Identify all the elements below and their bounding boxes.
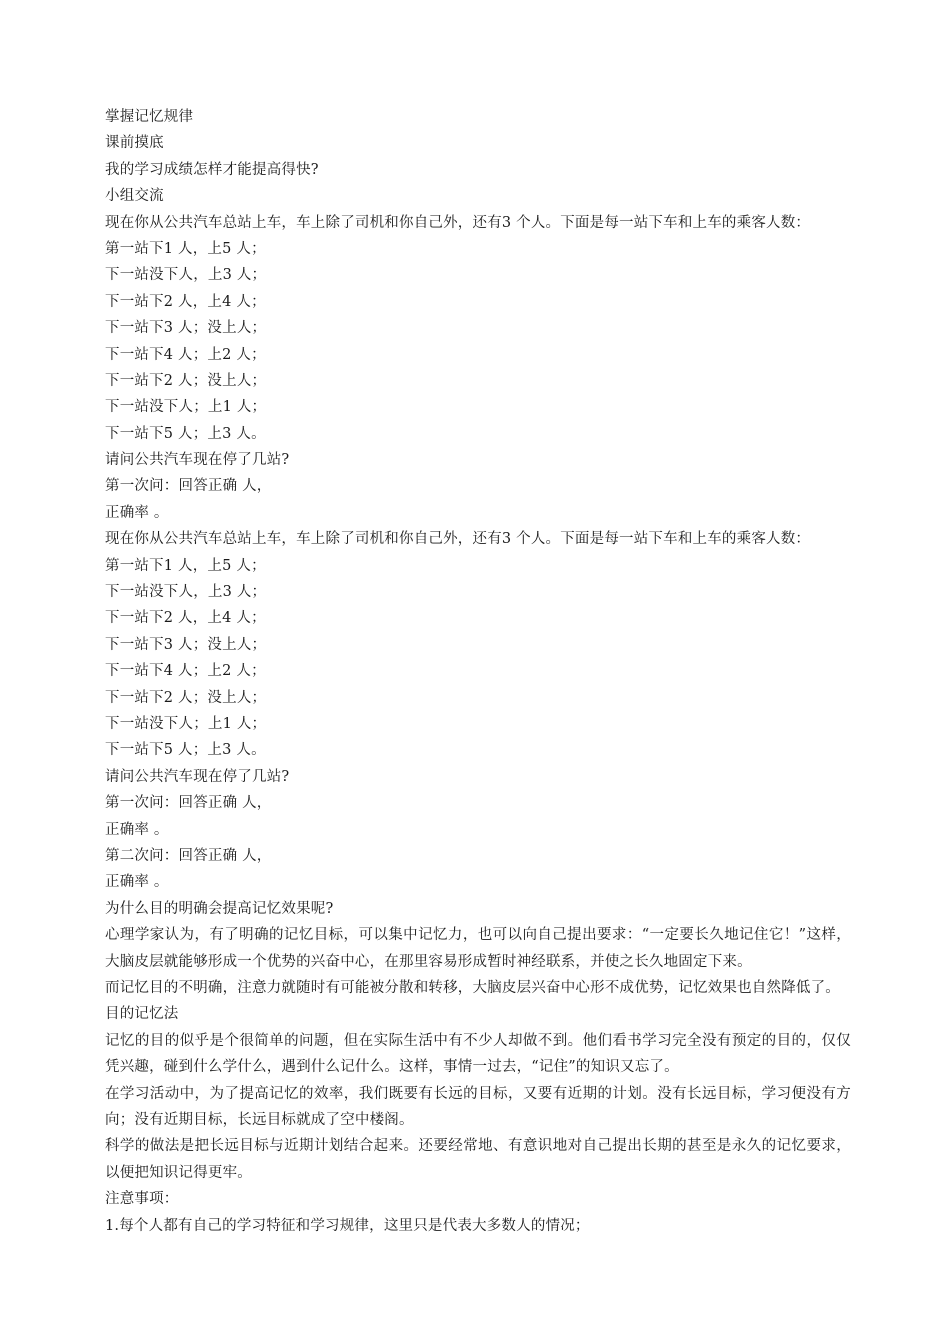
intro-question: 我的学习成绩怎样才能提高得快?	[105, 161, 319, 178]
bus-stop-line: 下一站下5 人；上3 人。	[105, 425, 266, 442]
first-ask-round2: 第一次问：回答正确 人，	[105, 795, 272, 812]
bus-stop-line: 下一站没下人，上3 人；	[105, 267, 267, 284]
document-title: 掌握记忆规律	[105, 109, 194, 125]
why-heading: 为什么目的明确会提高记忆效果呢?	[105, 900, 334, 917]
bus-stop-line: 第一站下1 人，上5 人；	[105, 240, 266, 257]
bus-stop-line: 下一站没下人；上1 人；	[105, 399, 267, 416]
section-heading-warmup: 课前摸底	[105, 135, 164, 152]
bus-stop-line: 下一站下2 人，上4 人；	[105, 610, 266, 627]
second-rate-round2: 正确率 。	[105, 874, 169, 891]
note-item: 1.每个人都有自己的学习特征和学习规律，这里只是代表大多数人的情况；	[105, 1217, 590, 1234]
bus-stop-line: 第一站下1 人，上5 人；	[105, 557, 266, 574]
bus-scenario-round2: 现在你从公共汽车总站上车，车上除了司机和你自己外，还有3 个人。下面是每一站下车和上车的乘客人数：	[105, 531, 811, 548]
goals-paragraph: 在学习活动中，为了提高记忆的效率，我们既要有长远的目标，又要有近期的计划。没有长远目标，学习便没有方向；没有近期目标，长远目标就成了空中楼阁。	[105, 1085, 851, 1128]
bus-stop-line: 下一站下2 人；没上人；	[105, 689, 267, 706]
section-heading-group-talk: 小组交流	[105, 188, 164, 205]
first-rate-round1: 正确率 。	[105, 504, 169, 521]
bus-stop-line: 下一站下2 人；没上人；	[105, 372, 267, 389]
bus-stop-line: 下一站下2 人，上4 人；	[105, 293, 266, 310]
bus-question-round1: 请问公共汽车现在停了几站?	[105, 452, 290, 469]
unclear-goal-paragraph: 而记忆目的不明确，注意力就随时有可能被分散和转移，大脑皮层兴奋中心形不成优势，记忆效果也自然降低了。	[105, 979, 840, 996]
bus-stop-line: 下一站下4 人；上2 人；	[105, 346, 266, 363]
science-paragraph: 科学的做法是把长远目标与近期计划结合起来。还要经常地、有意识地对自己提出长期的甚至是永久的记忆要求，以便把知识记得更牢。	[105, 1138, 851, 1181]
bus-stop-line: 下一站下4 人；上2 人；	[105, 663, 266, 680]
bus-stop-line: 下一站没下人，上3 人；	[105, 584, 267, 601]
bus-stop-line: 下一站下5 人；上3 人。	[105, 742, 266, 759]
bus-stop-line: 下一站下3 人；没上人；	[105, 320, 267, 337]
method-paragraph: 记忆的目的似乎是个很简单的问题，但在实际生活中有不少人却做不到。他们看书学习完全没有预定的目的，仅仅凭兴趣，碰到什么学什么，遇到什么记什么。这样，事情一过去，“记住”的知识又忘了。	[105, 1032, 851, 1076]
bus-stop-line: 下一站没下人；上1 人；	[105, 715, 267, 732]
document-page	[105, 104, 850, 1239]
bus-stop-line: 下一站下3 人；没上人；	[105, 636, 267, 653]
second-ask-round2: 第二次问：回答正确 人，	[105, 847, 272, 864]
notes-heading: 注意事项：	[105, 1191, 179, 1208]
bus-question-round2: 请问公共汽车现在停了几站?	[105, 768, 290, 785]
method-heading: 目的记忆法	[105, 1006, 179, 1023]
first-ask-round1: 第一次问：回答正确 人，	[105, 478, 272, 495]
psychology-paragraph: 心理学家认为，有了明确的记忆目标，可以集中记忆力，也可以向自己提出要求：“一定要长久地记住它！”这样，大脑皮层就能够形成一个优势的兴奋中心，在那里容易形成暂时神经联系，并使之长久地固定下来。	[105, 927, 851, 970]
first-rate-round2: 正确率 。	[105, 821, 169, 838]
bus-scenario-round1: 现在你从公共汽车总站上车，车上除了司机和你自己外，还有3 个人。下面是每一站下车和上车的乘客人数：	[105, 214, 811, 231]
